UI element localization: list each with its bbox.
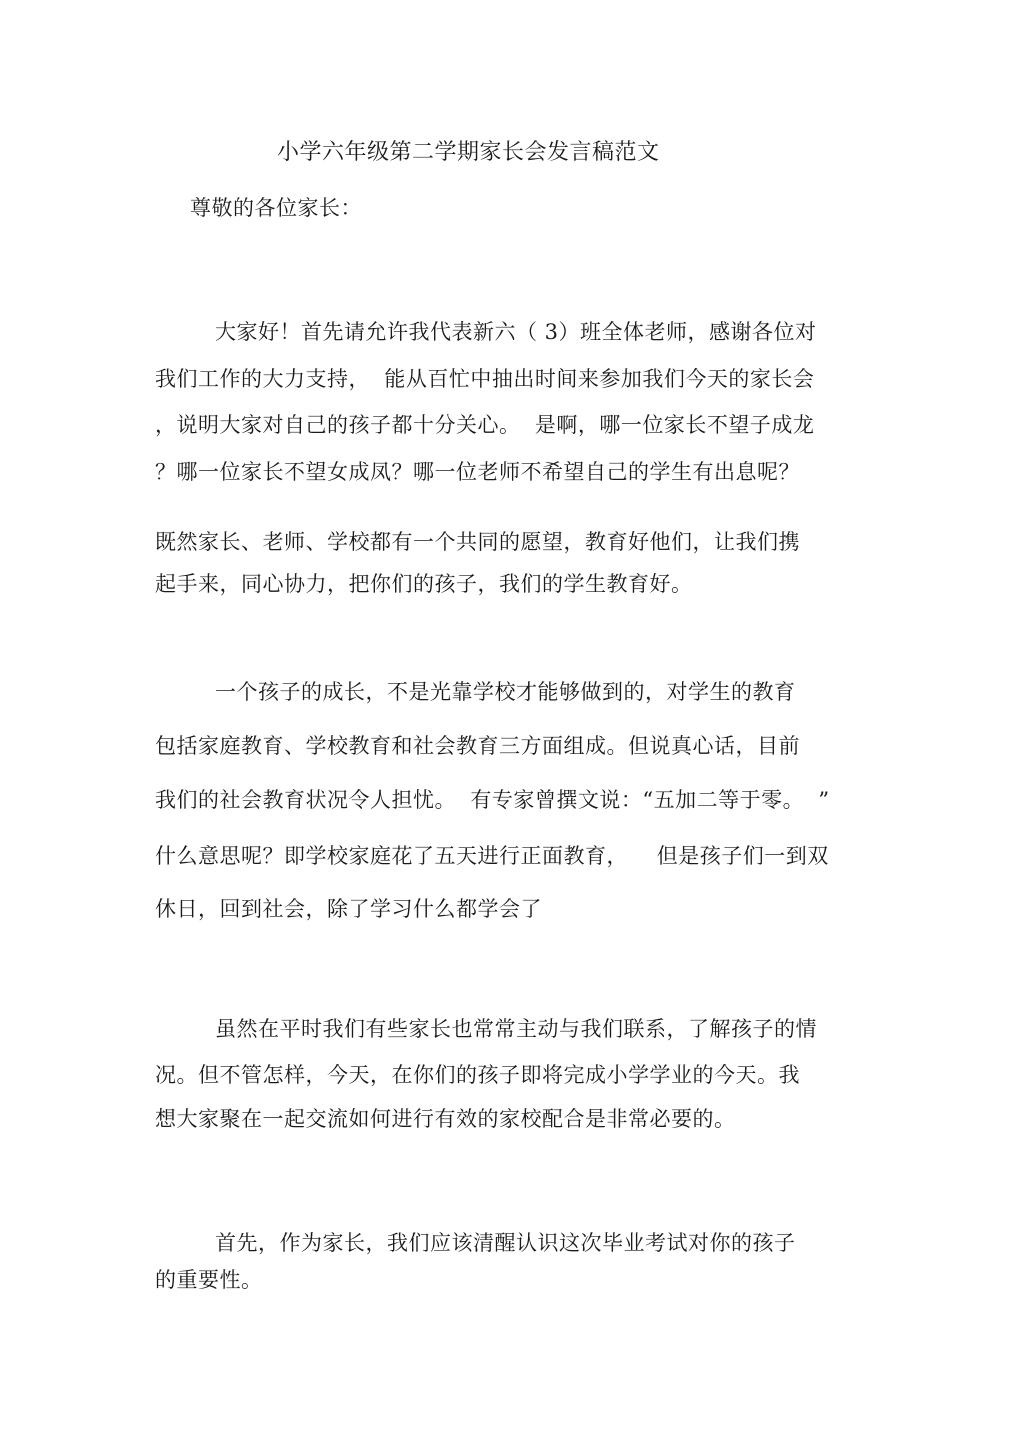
paragraph-line: 想大家聚在一起交流如何进行有效的家校配合是非常必要的。 [155,1107,736,1131]
paragraph-line: ，说明大家对自己的孩子都十分关心。 是啊，哪一位家长不望子成龙 [155,413,815,437]
paragraph-line: 大家好！首先请允许我代表新六（ 3）班全体老师，感谢各位对 [215,320,817,344]
paragraph-line: 的重要性。 [155,1268,263,1292]
paragraph-line: 既然家长、老师、学校都有一个共同的愿望，教育好他们，让我们携 [155,530,800,554]
paragraph-line: 起手来，同心协力，把你们的孩子，我们的学生教育好。 [155,572,693,596]
paragraph-line: 休日，回到社会，除了学习什么都学会了 [155,897,542,921]
document-title: 小学六年级第二学期家长会发言稿范文 [277,140,660,165]
paragraph-line: 什么意思呢？即学校家庭花了五天进行正面教育， 但是孩子们一到双 [155,844,829,868]
paragraph-line: 首先，作为家长，我们应该清醒认识这次毕业考试对你的孩子 [215,1231,796,1255]
paragraph-line: 包括家庭教育、学校教育和社会教育三方面组成。但说真心话，目前 [155,734,800,758]
salutation: 尊敬的各位家长： [190,196,362,220]
paragraph-line: 一个孩子的成长，不是光靠学校才能够做到的，对学生的教育 [215,680,796,704]
paragraph-line: ？哪一位家长不望女成凤？哪一位老师不希望自己的学生有出息呢？ [155,460,800,484]
paragraph-line: 我们工作的大力支持， 能从百忙中抽出时间来参加我们今天的家长会 [155,367,815,391]
paragraph-line: 我们的社会教育状况令人担忧。 有专家曾撰文说：“五加二等于零。 ” [155,788,830,812]
paragraph-line: 虽然在平时我们有些家长也常常主动与我们联系，了解孩子的情 [215,1017,817,1041]
paragraph-line: 况。但不管怎样，今天，在你们的孩子即将完成小学学业的今天。我 [155,1063,800,1087]
